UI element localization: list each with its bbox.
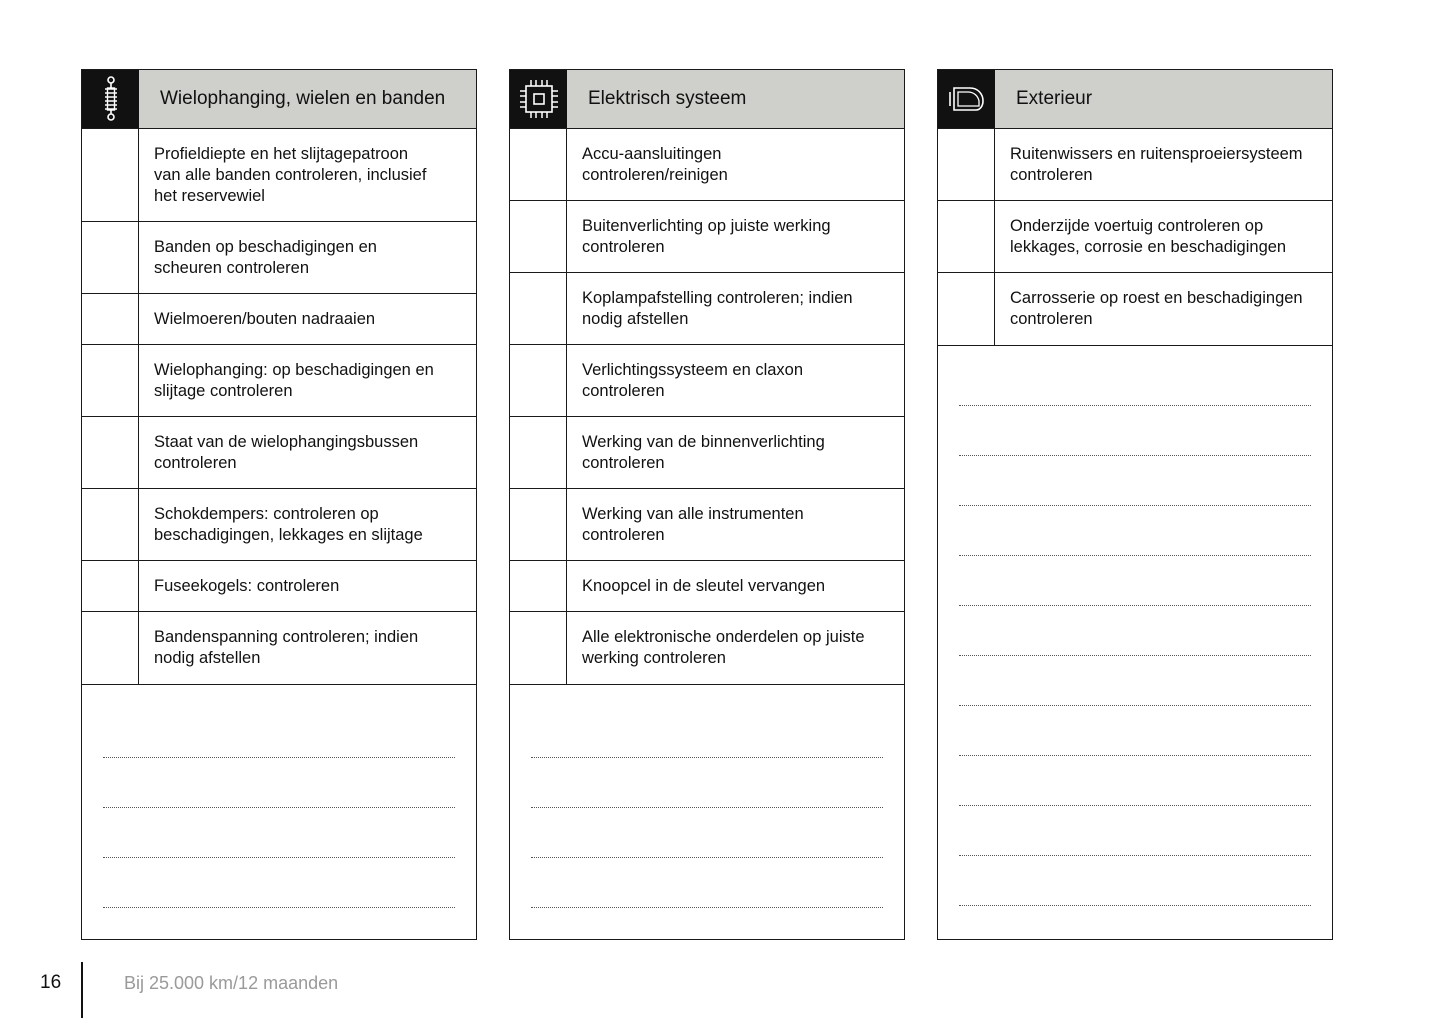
note-line[interactable] [959, 605, 1311, 606]
panel-header [510, 70, 904, 129]
notes-area[interactable] [510, 757, 904, 908]
checklist-row [510, 612, 904, 685]
note-line[interactable] [103, 857, 455, 858]
checkbox-cell[interactable] [510, 345, 567, 416]
checkbox-cell[interactable] [938, 273, 995, 345]
checkbox-cell[interactable] [938, 201, 995, 272]
item-text: Alle elektronische onderdelen op juiste werking controleren [582, 628, 865, 667]
item-text: Profieldiepte en het slijtagepatroon van alle banden controleren, inclusief het reservewiel [154, 144, 427, 205]
item-text: Werking van de binnenverlichting controleren [582, 432, 825, 472]
headlight-icon [938, 70, 995, 128]
item-text: Schokdempers: controleren op beschadigingen, lekkages en slijtage [154, 504, 423, 544]
item-text: Werking van alle instrumenten controleren [582, 504, 804, 544]
note-line[interactable] [959, 505, 1311, 506]
item-text: Koplampafstelling controleren; indien nodig afstellen [582, 288, 853, 328]
panel-wielophanging [81, 69, 477, 940]
item-text: Wielmoeren/bouten nadraaien [154, 309, 376, 328]
item-text: Verlichtingssysteem en claxon controleren [582, 360, 804, 400]
checkbox-cell[interactable] [510, 489, 567, 560]
footer-text: Bij 25.000 km/12 maanden [124, 973, 339, 993]
panel-title: Elektrisch systeem [567, 70, 904, 128]
note-line[interactable] [103, 907, 455, 908]
checklist-row [82, 222, 476, 294]
checkbox-cell[interactable] [82, 612, 139, 684]
panel-elektrisch-systeem [509, 69, 905, 940]
checklist-row [82, 612, 476, 685]
item-text: Buitenverlichting op juiste werking controleren [582, 216, 831, 256]
item-text: Fuseekogels: controleren [154, 576, 340, 595]
checkbox-cell[interactable] [510, 612, 567, 684]
note-line[interactable] [959, 905, 1311, 906]
item-text: Onderzijde voertuig controleren op lekkages, corrosie en beschadigingen [1010, 216, 1287, 256]
checkbox-cell[interactable] [82, 294, 139, 344]
note-line[interactable] [531, 757, 883, 758]
checklist-row [510, 417, 904, 489]
checkbox-cell[interactable] [82, 129, 139, 221]
checklist-row [938, 129, 1332, 201]
checkbox-cell[interactable] [510, 417, 567, 488]
panel-exterieur [937, 69, 1333, 940]
checkbox-cell[interactable] [82, 345, 139, 416]
item-text: Wielophanging: op beschadigingen en slijtage controleren [154, 360, 434, 400]
item-text: Accu-aansluitingen controleren/reinigen [582, 144, 728, 184]
checkbox-cell[interactable] [82, 222, 139, 293]
checklist-row [82, 489, 476, 561]
checklist-row [82, 345, 476, 417]
note-line[interactable] [959, 755, 1311, 756]
notes-area[interactable] [938, 405, 1332, 906]
note-line[interactable] [959, 855, 1311, 856]
checklist-row [938, 273, 1332, 346]
checkbox-cell[interactable] [510, 273, 567, 344]
page-number: 16 [40, 972, 62, 993]
checklist-row [510, 273, 904, 345]
note-line[interactable] [959, 705, 1311, 706]
checklist-row [510, 129, 904, 201]
note-line[interactable] [531, 907, 883, 908]
checkbox-cell[interactable] [510, 561, 567, 611]
checkbox-cell[interactable] [510, 129, 567, 200]
item-text: Banden op beschadigingen en scheuren controleren [154, 237, 377, 277]
checklist-row [82, 417, 476, 489]
note-line[interactable] [103, 807, 455, 808]
checklist-row [82, 561, 476, 612]
note-line[interactable] [959, 655, 1311, 656]
panel-title: Exterieur [995, 70, 1332, 128]
checkbox-cell[interactable] [510, 201, 567, 272]
item-text: Bandenspanning controleren; indien nodig afstellen [154, 628, 419, 667]
item-text: Ruitenwissers en ruitensproeiersysteem controleren [1010, 144, 1303, 184]
item-text: Carrosserie op roest en beschadigingen controleren [1010, 289, 1303, 328]
note-line[interactable] [959, 805, 1311, 806]
checklist-row [510, 201, 904, 273]
note-line[interactable] [103, 757, 455, 758]
notes-area[interactable] [82, 757, 476, 908]
note-line[interactable] [959, 405, 1311, 406]
checkbox-cell[interactable] [938, 129, 995, 200]
panel-title: Wielophanging, wielen en banden [139, 70, 476, 128]
checklist-row [938, 201, 1332, 273]
checklist-row [82, 129, 476, 222]
checklist-row [510, 561, 904, 612]
checklist-row [510, 489, 904, 561]
note-line[interactable] [531, 807, 883, 808]
chip-icon [510, 70, 567, 128]
checkbox-cell[interactable] [82, 417, 139, 488]
footer-divider [81, 962, 83, 1018]
note-line[interactable] [531, 857, 883, 858]
checklist-row [82, 294, 476, 345]
note-line[interactable] [959, 555, 1311, 556]
checklist-row [510, 345, 904, 417]
panel-header [938, 70, 1332, 129]
item-text: Knoopcel in de sleutel vervangen [582, 576, 826, 595]
item-text: Staat van de wielophangingsbussen controleren [154, 432, 419, 472]
panel-header [82, 70, 476, 129]
shock-absorber-icon [82, 70, 139, 128]
checkbox-cell[interactable] [82, 489, 139, 560]
note-line[interactable] [959, 455, 1311, 456]
checkbox-cell[interactable] [82, 561, 139, 611]
